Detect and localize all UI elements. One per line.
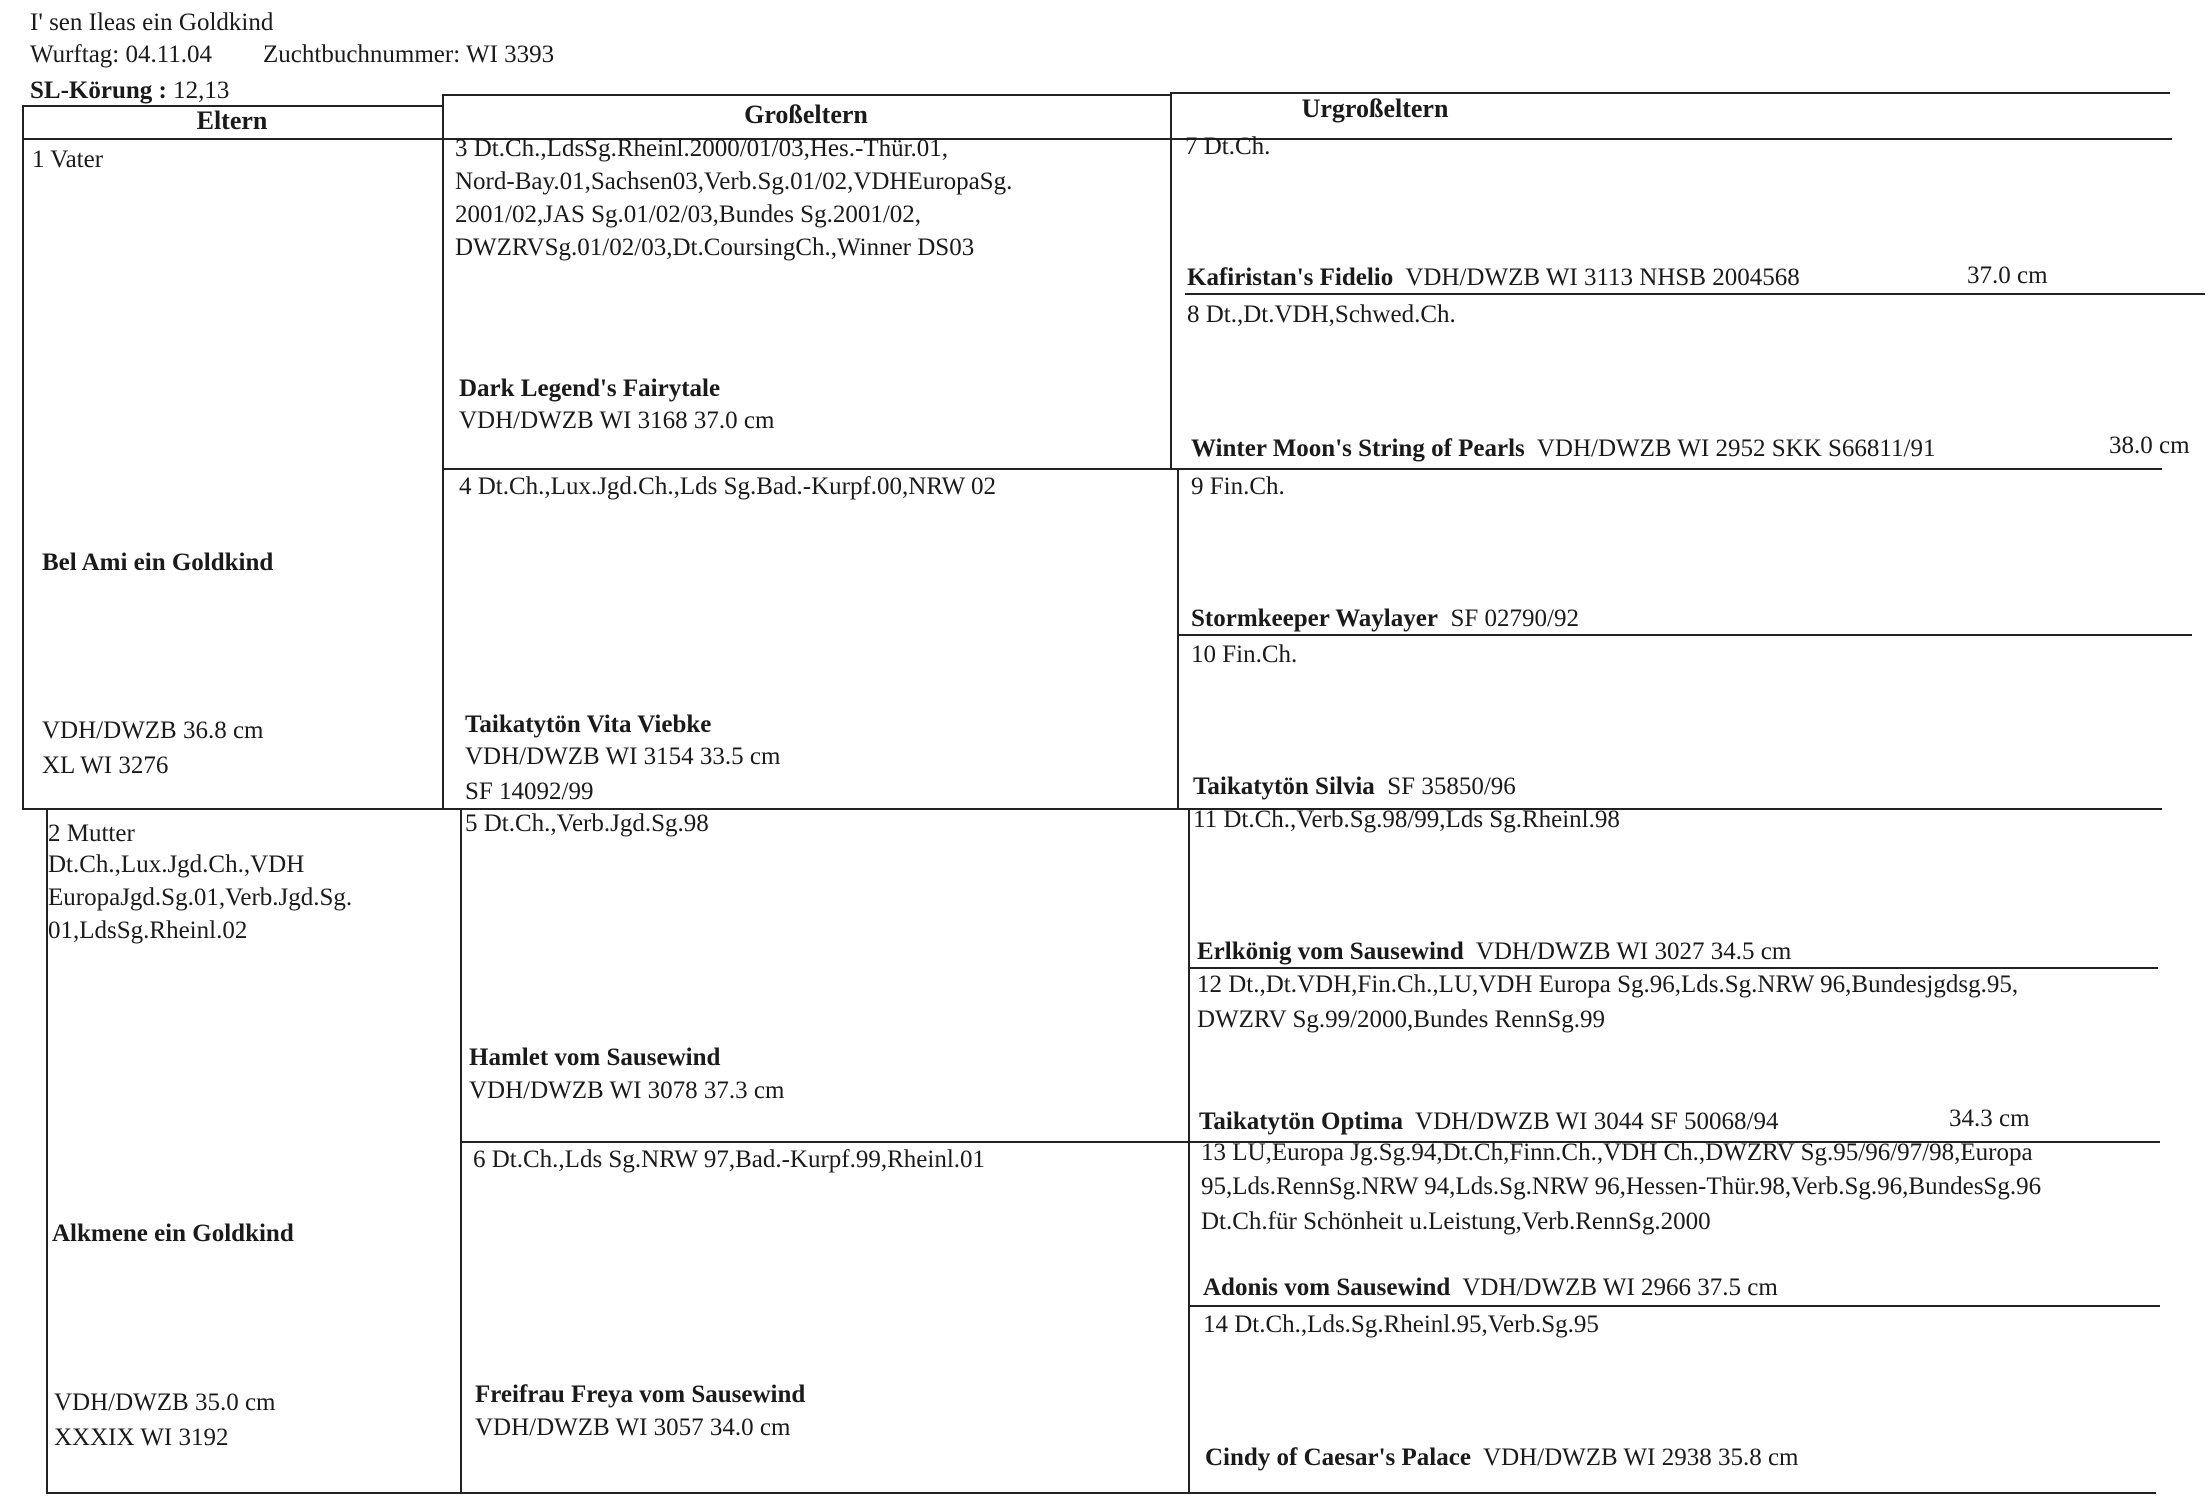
frame-line: [22, 138, 2172, 140]
grandparent-3-titles-line: Nord-Bay.01,Sachsen03,Verb.Sg.01/02,VDHEuropaSg.: [455, 168, 1013, 195]
sl-koerung-label: SL-Körung :: [30, 77, 167, 104]
zuchtbuchnummer: Zuchtbuchnummer: WI 3393: [263, 41, 555, 68]
mother-titles-line: Dt.Ch.,Lux.Jgd.Ch.,VDH: [48, 851, 305, 878]
grandparent-5-name: Hamlet vom Sausewind: [469, 1044, 721, 1071]
father-label: 1 Vater: [32, 146, 104, 173]
frame-line: [22, 105, 24, 810]
frame-line: [1170, 92, 1172, 470]
great-grandparent-8-size: 38.0 cm: [2109, 432, 2190, 459]
great-grandparent-7-name: Kafiristan's Fidelio: [1187, 264, 1394, 291]
great-grandparent-9-name: Stormkeeper Waylayer: [1191, 605, 1438, 632]
great-grandparent-12-entry: [1199, 1105, 1778, 1139]
great-grandparent-8-titles-line: 8 Dt.,Dt.VDH,Schwed.Ch.: [1187, 301, 1456, 328]
grandparent-3-name: Dark Legend's Fairytale: [459, 375, 721, 402]
wurftag: Wurftag: 04.11.04: [30, 41, 213, 68]
grandparent-4-registration-line: SF 14092/99: [465, 778, 594, 805]
entry-underline: [1177, 634, 2192, 636]
frame-line: [442, 94, 444, 810]
entry-underline: [1190, 1305, 2160, 1307]
grandparent-4-name: Taikatytön Vita Viebke: [465, 711, 712, 738]
great-grandparent-10-registration: SF 35850/96: [1387, 773, 1516, 800]
sl-koerung-value: 12,13: [173, 77, 230, 104]
great-grandparent-7-size: 37.0 cm: [1967, 262, 2048, 289]
great-grandparent-13-titles-line: 13 LU,Europa Jg.Sg.94,Dt.Ch,Finn.Ch.,VDH Ch.,DWZRV Sg.95/96/97/98,Europa: [1201, 1139, 2033, 1166]
document-title: I' sen Ileas ein Goldkind: [30, 9, 274, 36]
father-name: Bel Ami ein Goldkind: [42, 549, 274, 576]
sl-koerung: [30, 74, 229, 108]
father-registration-number: XL WI 3276: [42, 752, 169, 779]
mother-label: 2 Mutter: [48, 820, 135, 847]
grandparent-3-registration: VDH/DWZB WI 3168 37.0 cm: [459, 407, 775, 434]
great-grandparent-9-titles-line: 9 Fin.Ch.: [1191, 473, 1285, 500]
great-grandparent-14-entry: [1205, 1441, 1798, 1475]
great-grandparent-11-name: Erlkönig vom Sausewind: [1197, 938, 1464, 965]
great-grandparent-10-name: Taikatytön Silvia: [1193, 773, 1375, 800]
father-registration: VDH/DWZB 36.8 cm: [42, 717, 264, 744]
great-grandparent-10-entry: [1193, 770, 1516, 804]
grandparent-5-titles-line: 5 Dt.Ch.,Verb.Jgd.Sg.98: [465, 810, 709, 837]
great-grandparent-11-entry: [1197, 935, 1791, 969]
great-grandparent-8-registration: VDH/DWZB WI 2952 SKK S66811/91: [1536, 435, 1936, 462]
great-grandparent-11-registration: VDH/DWZB WI 3027 34.5 cm: [1475, 938, 1792, 965]
grandparent-5-registration: VDH/DWZB WI 3078 37.3 cm: [469, 1077, 785, 1104]
great-grandparent-8-name: Winter Moon's String of Pearls: [1191, 435, 1525, 462]
great-grandparent-12-registration: VDH/DWZB WI 3044 SF 50068/94: [1415, 1108, 1779, 1135]
great-grandparent-7-titles-line: 7 Dt.Ch.: [1185, 133, 1271, 160]
frame-line: [22, 808, 2162, 810]
grandparent-3-titles-line: 2001/02,JAS Sg.01/02/03,Bundes Sg.2001/02,: [455, 201, 922, 228]
mother-registration: VDH/DWZB 35.0 cm: [54, 1389, 276, 1416]
great-grandparent-12-titles-line: 12 Dt.,Dt.VDH,Fin.Ch.,LU,VDH Europa Sg.96,Lds.Sg.NRW 96,Bundesjgdsg.95,: [1197, 971, 2019, 998]
great-grandparent-13-registration: VDH/DWZB WI 2966 37.5 cm: [1462, 1274, 1778, 1301]
frame-line: [1177, 470, 1179, 810]
frame-line: [460, 810, 462, 1493]
great-grandparent-14-registration: VDH/DWZB WI 2938 35.8 cm: [1483, 1444, 1799, 1471]
great-grandparent-13-titles-line: 95,Lds.RennSg.NRW 94,Lds.Sg.NRW 96,Hessen-Thür.98,Verb.Sg.96,BundesSg.96: [1201, 1173, 2042, 1200]
grandparent-6-registration: VDH/DWZB WI 3057 34.0 cm: [475, 1414, 791, 1441]
entry-underline: [1185, 293, 2205, 295]
great-grandparent-7-entry: [1187, 261, 1800, 295]
great-grandparent-14-name: Cindy of Caesar's Palace: [1205, 1444, 1471, 1471]
great-grandparent-14-titles-line: 14 Dt.Ch.,Lds.Sg.Rheinl.95,Verb.Sg.95: [1203, 1311, 1599, 1338]
grandparent-4-titles-line: 4 Dt.Ch.,Lux.Jgd.Ch.,Lds Sg.Bad.-Kurpf.00,NRW 02: [459, 473, 997, 500]
mother-registration-number: XXXIX WI 3192: [54, 1424, 229, 1451]
column-heading-grosseltern: Großeltern: [744, 100, 868, 129]
mother-name: Alkmene ein Goldkind: [52, 1220, 294, 1247]
great-grandparent-11-titles-line: 11 Dt.Ch.,Verb.Sg.98/99,Lds Sg.Rheinl.98: [1193, 806, 1620, 833]
great-grandparent-9-entry: [1191, 602, 1579, 636]
grandparent-6-titles-line: 6 Dt.Ch.,Lds Sg.NRW 97,Bad.-Kurpf.99,Rheinl.01: [473, 1146, 986, 1173]
great-grandparent-12-titles-line: DWZRV Sg.99/2000,Bundes RennSg.99: [1197, 1006, 1605, 1033]
great-grandparent-13-titles-line: Dt.Ch.für Schönheit u.Leistung,Verb.RennSg.2000: [1201, 1208, 1711, 1235]
frame-line: [442, 94, 1170, 96]
mother-titles-line: 01,LdsSg.Rheinl.02: [48, 917, 248, 944]
great-grandparent-13-name: Adonis vom Sausewind: [1203, 1274, 1451, 1301]
great-grandparent-7-registration: VDH/DWZB WI 3113 NHSB 2004568: [1405, 264, 1800, 291]
great-grandparent-8-entry: [1191, 432, 1935, 466]
grandparent-3-titles-line: 3 Dt.Ch.,LdsSg.Rheinl.2000/01/03,Hes.-Thür.01,: [455, 135, 949, 162]
frame-line: [1188, 810, 1190, 1493]
frame-line: [46, 1492, 2156, 1494]
mother-titles-line: EuropaJgd.Sg.01,Verb.Jgd.Sg.: [48, 884, 353, 911]
great-grandparent-12-size: 34.3 cm: [1949, 1105, 2030, 1132]
great-grandparent-13-entry: [1203, 1271, 1778, 1305]
grandparent-3-titles-line: DWZRVSg.01/02/03,Dt.CoursingCh.,Winner DS03: [455, 234, 975, 261]
great-grandparent-10-titles-line: 10 Fin.Ch.: [1191, 641, 1298, 668]
grandparent-4-registration: VDH/DWZB WI 3154 33.5 cm: [465, 743, 781, 770]
great-grandparent-12-name: Taikatytön Optima: [1199, 1108, 1403, 1135]
column-heading-urgrosseltern: Urgroßeltern: [1301, 94, 1449, 123]
great-grandparent-9-registration: SF 02790/92: [1450, 605, 1579, 632]
grandparent-6-name: Freifrau Freya vom Sausewind: [475, 1381, 806, 1408]
column-heading-eltern: Eltern: [196, 106, 268, 135]
